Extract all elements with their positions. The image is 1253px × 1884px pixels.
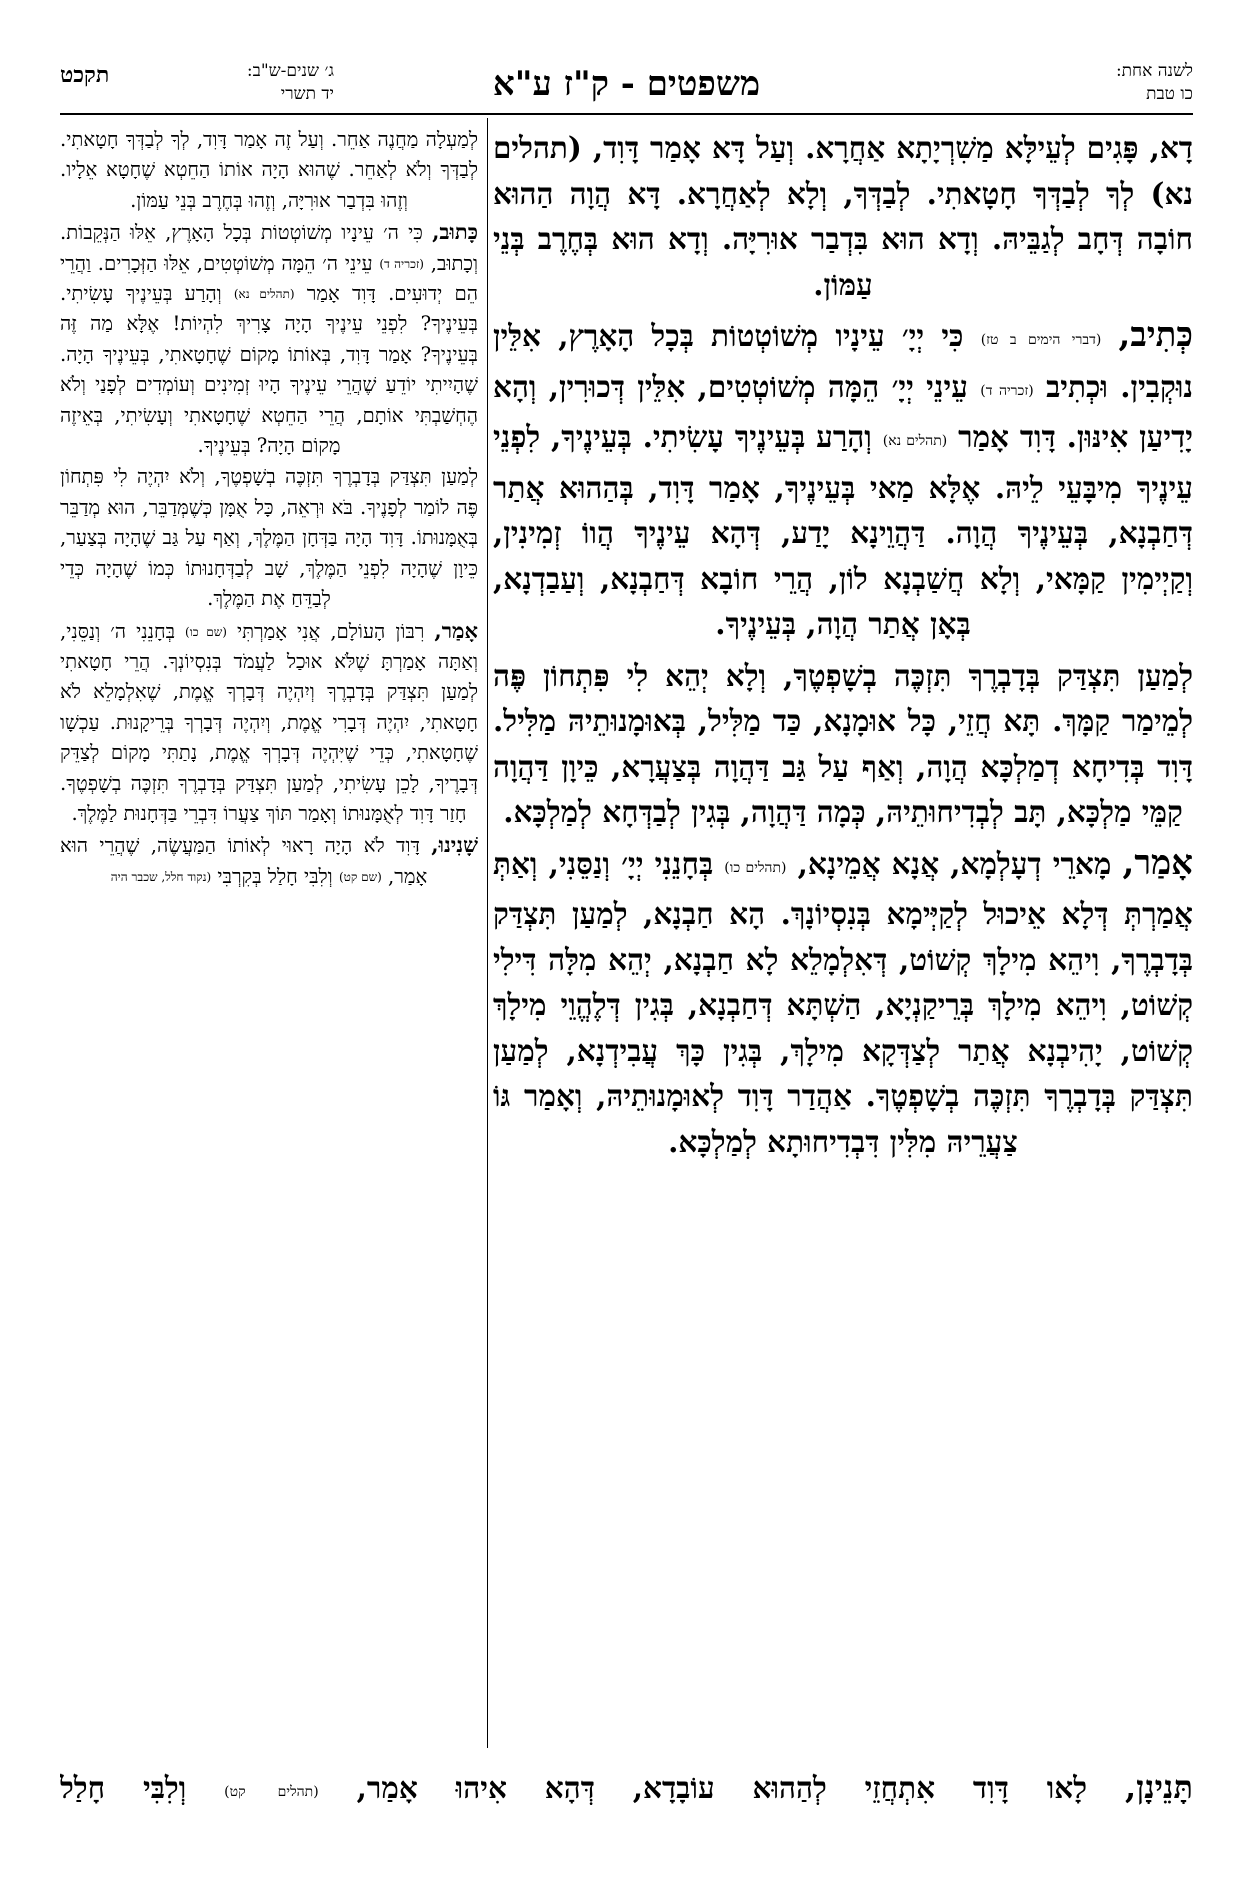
verse-reference: (תהלים כו) [724,859,787,876]
paragraph-text: דָּוִד לֹא הָיָה רָאוּי לְאוֹתוֹ הַמַּעֲשֶׂה, שֶׁהֲרֵי הוּא אָמַר, [60,834,428,888]
verse-reference: (תהלים נא) [233,287,295,302]
translation-paragraph-2 [60,217,478,461]
main-paragraph-2 [493,313,1193,647]
verse-reference: (שם כו) [185,624,227,639]
schedule-date: כו טבת [1146,84,1193,104]
paragraph-text: עֵינֵי יְיָ׳ הֵמָּה מְשׁוֹטְטִים, אִלֵּין דְּכוּרִין, וְהָא יָדִיעַן אִינּוּן. דָּוִד אָמַר [493,368,1193,454]
main-paragraph-4 [493,841,1193,1165]
paragraph-start-word: אָמַר, [1122,842,1193,883]
paragraph-text: כִּי יְיָ׳ עֵינָיו מְשׁוֹטְטוֹת בְּכָל הָאָרֶץ, אִלֵּין נוּקְבִין. וּכְתִיב [493,318,1193,404]
paragraph-text: לָאו דָּוִד אִתְחֲזֵי לְהַהוּא עוֹבָדָא, דְּהָא אִיהוּ אָמַר, [356,1770,1088,1805]
verse-reference: (תהלים נא) [882,433,948,449]
translation-paragraph-3: לְמַעַן תִּצְדַּק בְּדָבְרֶךָ תִּזְכֶּה בְשָׁפְטֶךָ, וְלֹא יִהְיֶה לִי פִּתְחוֹן פֶּה לוֹמַר לְפָנֶיךָ. בֹּא וּרְאֵה, כָּל אֻמָּן כְּשֶׁמְּדַבֵּר, הוּא מְדַבֵּר בְּאֻמָּנוּתוֹ. דָּוִד הָיָה בַּדְּחָן הַמֶּלֶךְ, וְאַף עַל גַּב שֶׁהָיָה בְּצַעַר, כֵּיוָן שֶׁהָיָה לִפְנֵי הַמֶּלֶךְ, שָׁב לְבַדְּחָנוּתוֹ כְּמוֹ שֶׁהָיָה כְּדֵי לְבַדֵּחַ אֶת הַמֶּלֶךְ. [60,465,478,611]
paragraph-text: וְלִבִּי חָלַל [60,1770,187,1805]
verse-reference: (תהלים קט) [224,1784,319,1800]
page-number: תקכט [60,62,110,88]
paragraph-text: בְּחָנֵנִי יְיָ׳ וְנַסֵּנִי, וְאַתְּ אֲמַרְתְּ דְּלָא אֵיכוּל לְקַיְּימָא בְּנִסְיוֹנָךְ. הָא חַבְנָא, לְמַעַן תִּצְדַּק בְּדָבְרֶךָ, וִיהֵא מִילָךְ קְשׁוֹט, דְּאִלְמָלֵא לָא חַבְנָא, יְהֵא מִלָּה דִּילִי קְשׁוֹט, וִיהֵא מִילָךְ בְּרֵיקַנְיָא, הַשְׁתָּא דְּחַבְנָא, בְּגִין דְּלֶהֱוֵי מִילָךְ קְשׁוֹט, יָהִיבְנָא אֲתַר לְצַדְּקָא מִילָךְ, בְּגִין כָּךְ עֲבִידְנָא, לְמַעַן תִּצְדַּק בְּדָבְרֶךָ תִּזְכֶּה בְשָׁפְטֶךָ. אַהֲדַר דָּוִד לְאוּמָנוּתֵיהּ, וְאָמַר גּוֹ צַעֲרֵיהּ מִלִּין דִּבְדִיחוּתָא לְמַלְכָּא. [493,845,1193,1159]
paragraph-start-word: כְּתִיב, [1118,315,1193,355]
verse-reference: (דברי הימים ב טז) [980,332,1102,348]
translation-paragraph-5 [60,830,478,892]
translation-paragraph-1: לְמַעְלָה מַחֲנֶה אַחֵר. וְעַל זֶה אָמַר דָּוִד, לְךָ לְבַדְּךָ חָטָאתִי. לְבַדְּךָ וְלֹא לְאַחֵר. שֶׁהוּא הָיָה אוֹתוֹ הַחֵטְא שֶׁחָטָא אֵלָיו. וְזֶהוּ בִּדְבַר אוּרִיָּה, וְזֶהוּ בְּחֶרֶב בְּנֵי עַמּוֹן. [60,128,478,212]
paragraph-start-word: תָּנֵינָן, [1124,1768,1193,1806]
header-rule [60,113,1193,115]
translation-column [60,125,478,1750]
schedule-label-3y: ג׳ שנים-ש"ב: [246,61,334,81]
paragraph-text: וְהָרַע בְּעֵינֶיךָ עָשִׂיתִי. בְּעֵינֶיךָ, לִפְנֵי עֵינֶיךָ מִיבָּעֵי לֵיהּ. אֶלָּא מַאי בְּעֵינֶיךָ, אָמַר דָּוִד, בְּהַהוּא אֲתַר דְּחַבְנָא, בְּעֵינֶיךָ הֲוָה. דַּהֲוֵינָא יָדַע, דְּהָא עֵינֶיךָ הֲווֹ זְמִינִין, וְקַיְימִין קַמָּאי, וְלָא חֲשַׁבְנָא לוֹן, הֲרֵי חוֹבָא דְּחַבְנָא, וְעַבַדְנָא, בְּאָן אֲתַר הֲוָה, בְּעֵינֶיךָ. [493,419,1193,641]
paragraph-text: עֵינֵי ה׳ הֵמָּה מְשׁוֹטְטִים, אֵלּוּ הַזְּכָרִים. וַהֲרֵי הֵם יְדוּעִים. דָּוִד אָמַר [60,251,478,306]
paragraph-start-word: שָׁנִינוּ, [431,832,478,858]
verse-reference: (זכריה ד) [379,256,424,271]
continuation-line [60,1762,1193,1822]
main-paragraph-3: לְמַעַן תִּצְדַּק בְּדָבְרֶךָ תִּזְכֶּה בְשָׁפְטֶךָ, וְלָא יְהֵא לִי פִּתְחוֹן פֶּה לְמֵימַר קַמָּךְ. תָּא חֲזֵי, כָּל אוּמָנָא, כַּד מַלִּיל, בְּאוּמָנוּתֵיהּ מַלִּיל. דָּוִד בְּדִיחָא דְמַלְכָּא הֲוָה, וְאַף עַל גַּב דַּהֲוָה בְּצַעֲרָא, כֵּיוָן דַּהֲוָה קַמֵּי מַלְכָּא, תָּב לְבְדִיחוּתֵיהּ, כְּמָה דַּהֲוָה, בְּגִין לְבַדְּחָא לְמַלְכָּא. [493,657,1193,829]
paragraph-text: וְהָרַע בְּעֵינֶיךָ עָשִׂיתִי. בְּעֵינֶיךָ? לִפְנֵי עֵינֶיךָ הָיָה צָרִיךְ לִהְיוֹת! אֶלָּא מַה זֶּה בְּעֵינֶיךָ? אָמַר דָּוִד, בְּאוֹתוֹ מָקוֹם שֶׁחָטָאתִי, בְּעֵינֶיךָ הָיָה. שֶׁהָיִיתִי יוֹדֵעַ שֶׁהֲרֵי עֵינֶיךָ הָיוּ זְמִינִים וְעוֹמְדִים לְפָנַי וְלֹא הֶחְשַׁבְתִּי אוֹתָם, הֲרֵי הַחֵטְא שֶׁחָטָאתִי וְעָשִׂיתִי, בְּאֵיזֶה מָקוֹם הָיָה? בְּעֵינֶיךָ. [60,282,478,458]
schedule-date-3y: יד תשרי [280,84,334,104]
translation-paragraph-4 [60,616,478,830]
page-header [60,60,1193,116]
study-schedule-three-years [144,60,334,106]
main-paragraph-1: דָא, פָּגִים לְעֵילָּא מַשִׁרְיָתָא אַחֲרָא. וְעַל דָּא אָמַר דָּוִד, (תהלים נא) לְךָ לְבַדְּךָ חָטָאתִי. לְבַדְּךָ, וְלָא לְאַחֲרָא. דָּא הֲוָה הַהוּא חוֹבָה דְּחָב לְגַבֵּיהּ. וְדָא הוּא בִּדְבַר אוּרִיָּה. וְדָא הוּא בְּחֶרֶב בְּנֵי עַמּוֹן. [493,130,1193,302]
paragraph-text: רִבּוֹן הָעוֹלָם, אֲנִי אָמַרְתִּי [236,619,425,643]
page-title: משפטים - ק"ז ע"א [492,64,761,104]
verse-reference: (שם קט) [338,869,382,884]
paragraph-text: בְּחָנֵנִי ה׳ וְנַסֵּנִי, וְאַתָּה אָמַרְתָּ שֶׁלֹּא אוּכַל לַעֲמֹד בְּנִסְיוֹנְךָ. הֲרֵי חָטָאתִי לְמַעַן תִּצְדַּק בְּדָבְרֶךָ וְיִהְיֶה דְּבָרְךָ אֱמֶת, שֶׁאִלְמָלֵא לֹא חָטָאתִי, יִהְיֶה דְּבָרִי אֱמֶת, וְיִהְיֶה דְּבָרְךָ בְּרֵיקָנוּת. עַכְשָׁו שֶׁחָטָאתִי, כְּדֵי שֶׁיִּהְיֶה דְּבָרְךָ אֱמֶת, נָתַתִּי מָקוֹם לְצַדֵּק דְּבָרֶיךָ, לָכֵן עָשִׂיתִי, לְמַעַן תִּצְדַּק בְּדָבְרֶךָ תִּזְכֶּה בְשָׁפְטֶךָ. חָזַר דָּוִד לְאֻמָּנוּתוֹ וְאָמַר תּוֹךְ צַעֲרוֹ דִּבְרֵי בַּדְּחָנוּת לַמֶּלֶךְ. [60,619,478,825]
paragraph-text: כִּי ה׳ עֵינָיו מְשׁוֹטְטוֹת בְּכָל הָאָרֶץ, אֵלּוּ הַנְּקֵבוֹת. וְכָתוּב, [60,221,478,275]
paragraph-text: מָארֵי דְעָלְמָא, אֲנָא אֲמֵינָא, [797,845,1112,881]
paragraph-start-word: אָמַר, [434,617,478,643]
schedule-label: לשנה אחת: [1115,61,1193,81]
note: (נקוד חלל, שכבר היה [110,869,212,884]
main-text-column [493,125,1193,1750]
paragraph-text: וְלִבִּי חָלַל בְּקִרְבִּי [217,864,333,888]
verse-reference: (זכריה ד) [980,382,1034,399]
column-divider [487,118,488,1748]
paragraph-start-word: כָּתוּב, [432,219,478,245]
